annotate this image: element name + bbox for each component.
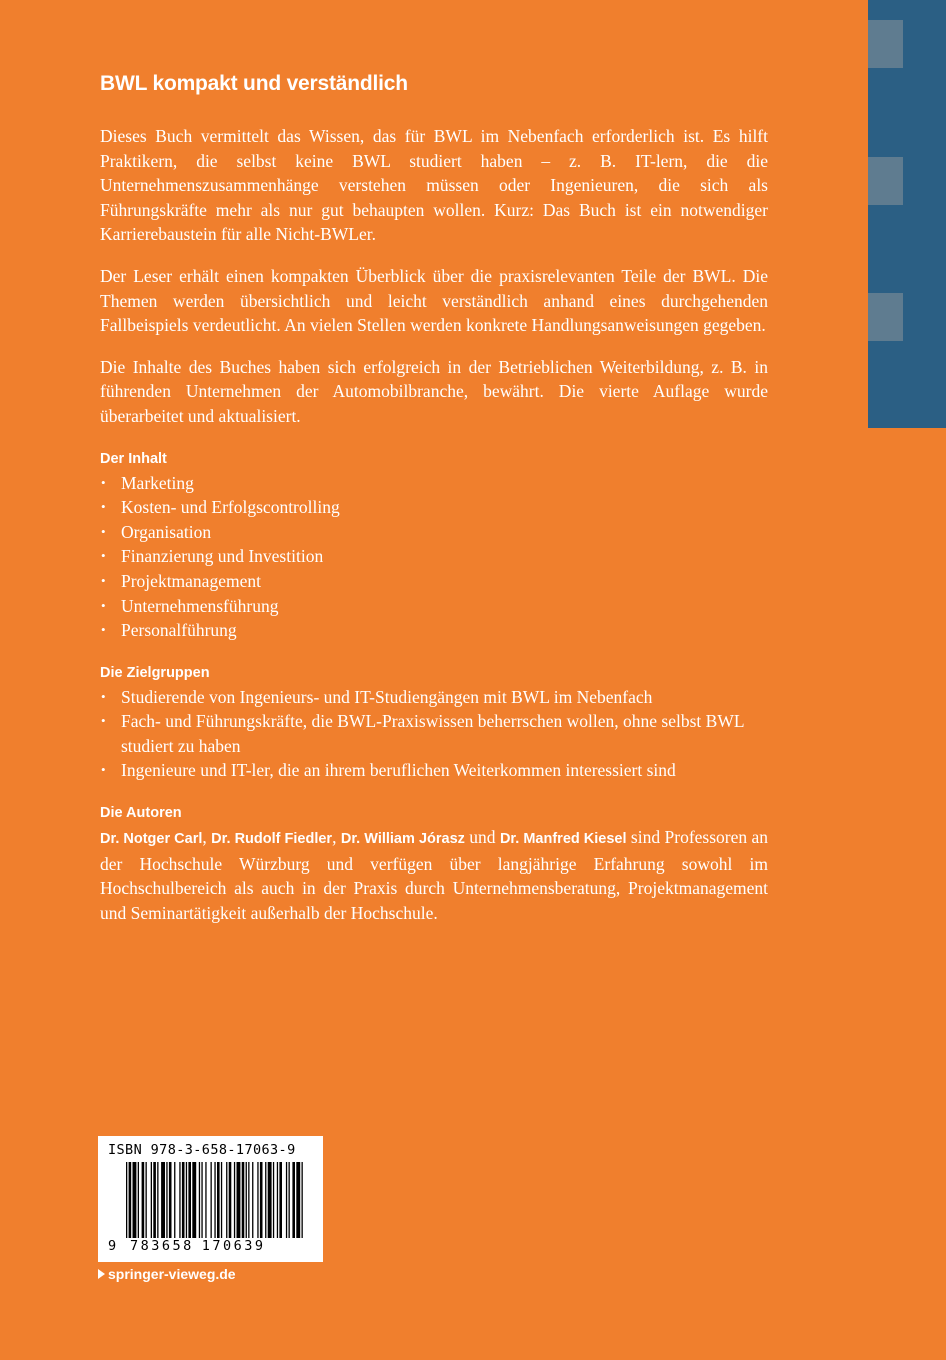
authors-paragraph — [100, 825, 768, 925]
barcode-digit-first: 9 — [108, 1238, 117, 1254]
decorative-sidebar — [868, 0, 946, 428]
author-name: Dr. Rudolf Fiedler — [211, 831, 333, 848]
list-item: • Finanzierung und Investition — [100, 544, 768, 569]
list-item: • Projektmanagement — [100, 569, 768, 594]
separator: und — [464, 827, 500, 848]
target-groups-heading: Die Zielgruppen — [100, 664, 210, 681]
barcode-bar — [242, 1162, 245, 1238]
description-paragraph: Der Leser erhält einen kompakten Überblick über die praxisrelevanten Teile der BWL. Die Themen werden übersichtlich und leicht verständlich anhand eines durchgehenden Fallbeispiels verdeutlicht. An vielen Stellen werden konkrete Handlungsanweisungen gegeben. — [100, 265, 768, 336]
publisher-url: springer-vieweg.de — [108, 1266, 236, 1282]
barcode-bar — [265, 1162, 266, 1238]
arrow-right-icon — [98, 1269, 105, 1279]
barcode-bar — [260, 1162, 263, 1238]
barcode-bar — [188, 1162, 191, 1238]
barcode-bar — [199, 1162, 200, 1238]
separator: , — [332, 827, 341, 848]
author-name: Dr. William Jórasz — [340, 831, 465, 848]
author-name: Dr. Manfred Kiesel — [499, 831, 627, 848]
barcode-bar — [146, 1162, 147, 1238]
barcode-bar — [234, 1162, 235, 1238]
barcode-bar — [289, 1162, 290, 1238]
barcode-bar — [257, 1162, 258, 1238]
barcode-bar — [292, 1162, 295, 1238]
barcode-bar — [214, 1162, 215, 1238]
publisher-link[interactable] — [98, 1266, 236, 1282]
barcode-bar — [286, 1162, 287, 1238]
barcode-bar — [153, 1162, 156, 1238]
barcode-bar — [126, 1162, 127, 1238]
barcode-bar — [237, 1162, 241, 1238]
description-paragraph: Dieses Buch vermittelt das Wissen, das für BWL im Nebenfach erforderlich ist. Es hilft Praktikern, die selbst keine BWL studiert haben – z. B. IT-lern, die die Unternehmenszusammenhänge verstehen müssen oder Ingenieuren, die sich als Führungskräfte mehr als nur gut behaupten wollen. Kurz: Das Buch ist ein notwendiger Karrierebaustein für alle Nicht-BWLer. — [100, 126, 768, 245]
list-item: • Studierende von Ingenieurs- und IT-Studiengängen mit BWL im Nebenfach — [100, 685, 768, 710]
isbn-number: ISBN 978-3-658-17063-9 — [108, 1142, 296, 1158]
decorative-square — [868, 157, 903, 205]
barcode-bar — [268, 1162, 272, 1238]
description-paragraph: Die Inhalte des Buches haben sich erfolgreich in der Betrieblichen Weiterbildung, z. B. in führenden Unternehmen der Automobilbranche, bewährt. Die vierte Auflage wurde überarbeitet und aktualisiert. — [100, 356, 768, 426]
barcode-bar — [302, 1162, 303, 1238]
barcode-bar — [229, 1162, 232, 1238]
decorative-square — [868, 293, 903, 341]
barcode-bar — [161, 1162, 165, 1238]
barcode-bar — [211, 1162, 212, 1238]
barcode-icon — [126, 1162, 306, 1238]
barcode-bar — [142, 1162, 145, 1238]
list-item: • Personalführung — [100, 618, 768, 643]
barcode-bar — [252, 1162, 253, 1238]
barcode-bar — [174, 1162, 175, 1238]
list-item: • Organisation — [100, 520, 768, 545]
target-groups-list — [100, 685, 768, 783]
barcode-bar — [201, 1162, 202, 1238]
barcode-bar — [179, 1162, 180, 1238]
barcode-digits — [108, 1238, 313, 1254]
barcode-digits-left: 783658 — [130, 1238, 194, 1254]
barcode-bar — [217, 1162, 220, 1238]
isbn-barcode — [98, 1136, 323, 1262]
contents-heading: Der Inhalt — [100, 450, 167, 467]
list-item: • Kosten- und Erfolgscontrolling — [100, 495, 768, 520]
barcode-bar — [138, 1162, 139, 1238]
barcode-bar — [248, 1162, 249, 1238]
contents-list — [100, 471, 768, 643]
barcode-bar — [186, 1162, 187, 1238]
list-item: • Unternehmensführung — [100, 594, 768, 619]
list-item: • Ingenieure und IT-ler, die an ihrem beruflichen Weiterkommen interessiert sind — [100, 758, 768, 783]
separator: , — [202, 827, 212, 848]
authors-heading: Die Autoren — [100, 805, 182, 822]
decorative-square — [868, 20, 903, 68]
barcode-bar — [157, 1162, 158, 1238]
book-title: BWL kompakt und verständlich — [100, 72, 408, 95]
back-cover-content — [100, 72, 768, 925]
barcode-bar — [151, 1162, 152, 1238]
author-name: Dr. Notger Carl — [100, 831, 203, 848]
barcode-bar — [129, 1162, 132, 1238]
barcode-bar — [279, 1162, 282, 1238]
barcode-bar — [246, 1162, 247, 1238]
authors-description: sind Professoren an der Hochschule Würzburg und verfügen über langjährige Erfahrung sowohl im Hochschulbereich als auch in der Praxis durch Unternehmensberatung, Projektmanagement und Seminartätigkeit außerhalb der Hochschule. — [100, 827, 769, 923]
barcode-bar — [169, 1162, 172, 1238]
list-item: • Fach- und Führungskräfte, die BWL-Praxiswissen beherrschen wollen, ohne selbst BWL studiert zu haben — [100, 709, 768, 758]
barcode-bar — [277, 1162, 278, 1238]
barcode-bar — [273, 1162, 274, 1238]
barcode-bar — [296, 1162, 300, 1238]
barcode-bar — [133, 1162, 137, 1238]
list-item: • Marketing — [100, 471, 768, 496]
barcode-bar — [166, 1162, 167, 1238]
barcode-bar — [226, 1162, 227, 1238]
barcode-bar — [192, 1162, 196, 1238]
barcode-bar — [182, 1162, 185, 1238]
barcode-digits-right: 170639 — [201, 1238, 266, 1254]
barcode-bar — [221, 1162, 222, 1238]
barcode-bar — [205, 1162, 206, 1238]
